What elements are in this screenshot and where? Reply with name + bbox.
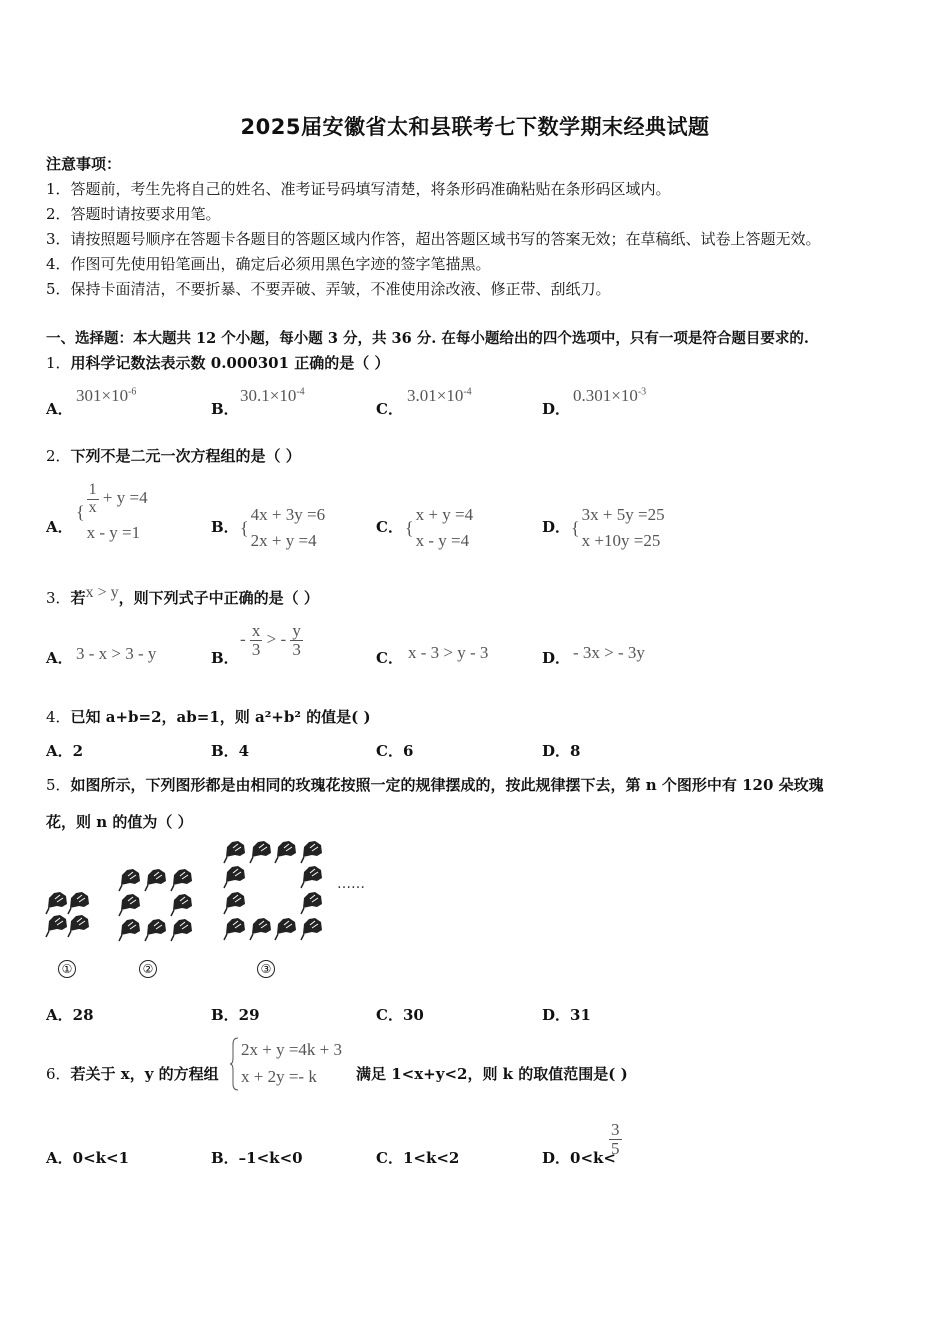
notice-item-3: 3．请按照题号顺序在答题卡各题目的答题区域内作答，超出答题区域书写的答案无效；在草稿纸、试卷上答题无效。: [46, 230, 821, 248]
q3-option-b-label: B．: [211, 649, 239, 667]
q2-option-d-label: D．: [542, 518, 571, 536]
page-title: 2025届安徽省太和县联考七下数学期末经典试题: [240, 115, 710, 139]
question-4: [46, 706, 371, 727]
q6-equation-system: 2x + y =4k + 3 x + 2y =- k: [241, 1040, 343, 1087]
rose-pattern-figure: [40, 838, 390, 983]
q4-option-d: D．8: [542, 742, 581, 760]
notice-item-2: 2．答题时请按要求用笔。: [46, 205, 221, 223]
q3-option-c-label: C．: [376, 649, 403, 667]
q4-option-a: A．2: [46, 742, 84, 760]
question-number: 3．: [46, 589, 71, 607]
system-brace: [230, 1036, 240, 1092]
question-5-line2: 花，则 n 的值为（ ）: [46, 813, 193, 831]
question-text-line1: 如图所示，下列图形都是由相同的玫瑰花按照一定的规律摆成的，按此规律摆下去，第 n 个图形中有 120 朵玫瑰: [70, 776, 824, 794]
q3-option-d-value: - 3x > - 3y: [573, 643, 645, 662]
question-number: 4．: [46, 708, 71, 726]
q2-option-b-system: { 4x + 3y =6 2x + y =4: [240, 505, 326, 551]
question-number: 6．: [46, 1065, 71, 1083]
q1-option-d-value: $0.301\times 10^{-3}$: [573, 386, 647, 405]
q1-option-c-label: C．: [376, 400, 403, 418]
notice-item-5: 5．保持卡面清洁，不要折暴、不要弄破、弄皱，不准使用涂改液、修正带、刮纸刀。: [46, 280, 611, 298]
q3-option-a-label: A．: [46, 649, 73, 667]
question-5: [46, 774, 824, 795]
q6-option-b: B．–1<k<0: [211, 1149, 303, 1167]
section-heading: 一、选择题：本大题共 12 个小题，每小题 3 分，共 36 分. 在每小题给出的四个选项中，只有一项是符合题目要求的.: [46, 330, 809, 347]
q6-option-d-label: D．0<k<: [542, 1149, 616, 1167]
q2-option-d-system: { 3x + 5y =25 x +10y =25: [571, 505, 665, 551]
q2-option-a-system: { $\frac{1}{x}$ + y =4 x - y =1: [76, 481, 148, 542]
q1-option-b-value: $30.1\times 10^{-4}$: [240, 386, 305, 405]
q3-option-b-value: - $\frac{x}{3}$ > - $\frac{y}{3}$: [240, 621, 301, 659]
q3-option-a-value: 3 - x > 3 - y: [76, 644, 157, 663]
q6-option-c: C．1<k<2: [376, 1149, 460, 1167]
question-6: 6．若关于 x，y 的方程组: [46, 1065, 219, 1083]
q5-option-a: A．28: [46, 1006, 94, 1024]
notice-heading: 注意事项：: [46, 155, 122, 173]
q5-option-d: D．31: [542, 1006, 591, 1024]
q6-option-a: A．0<k<1: [46, 1149, 130, 1167]
q4-option-b: B．4: [211, 742, 250, 760]
figure-label-2: ②: [139, 960, 157, 978]
q2-option-c-system: { x + y =4 x - y =4: [405, 505, 474, 551]
q3-option-d-label: D．: [542, 649, 571, 667]
ellipsis: ……: [337, 876, 365, 892]
q1-option-a-label: A．: [46, 400, 73, 418]
question-text: 下列不是二元一次方程组的是（ ）: [70, 447, 301, 465]
q1-option-b-label: B．: [211, 400, 239, 418]
q3-condition: x > y: [85, 584, 119, 601]
figure-label-1: ①: [58, 960, 76, 978]
question-6-condition: 满足 1<x+y<2，则 k 的取值范围是( ): [356, 1065, 628, 1083]
question-3: 3．若x > y，则下列式子中正确的是（ ）: [46, 584, 319, 607]
q3-option-c-value: x - 3 > y - 3: [408, 643, 489, 662]
figure-label-3: ③: [257, 960, 275, 978]
q2-option-c-label: C．: [376, 518, 403, 536]
q1-option-a-value: $301\times 10^{-6}$: [76, 386, 137, 405]
question-number: 1．: [46, 354, 71, 372]
q5-option-b: B．29: [211, 1006, 260, 1024]
q2-option-b-label: B．: [211, 518, 239, 536]
q5-option-c: C．30: [376, 1006, 424, 1024]
q2-option-a-label: A．: [46, 518, 73, 536]
question-text: 用科学记数法表示数 0.000301 正确的是（ ）: [70, 354, 390, 372]
question-number: 5．: [46, 776, 71, 794]
q1-option-d-label: D．: [542, 400, 571, 418]
q1-option-c-value: $3.01\times 10^{-4}$: [407, 386, 472, 405]
question-2: [46, 445, 301, 466]
notice-item-4: 4．作图可先使用铅笔画出，确定后必须用黑色字迹的签字笔描黑。: [46, 255, 491, 273]
q6-option-d-fraction: $\frac{3}{5}$: [611, 1120, 620, 1158]
notice-item-1: 1．答题前，考生先将自己的姓名、准考证号码填写清楚，将条形码准确粘贴在条形码区域内。: [46, 180, 671, 198]
question-text: 已知 a+b=2，ab=1，则 a²+b² 的值是( ): [70, 708, 371, 726]
q4-option-c: C．6: [376, 742, 414, 760]
question-1: [46, 352, 390, 373]
question-number: 2．: [46, 447, 71, 465]
